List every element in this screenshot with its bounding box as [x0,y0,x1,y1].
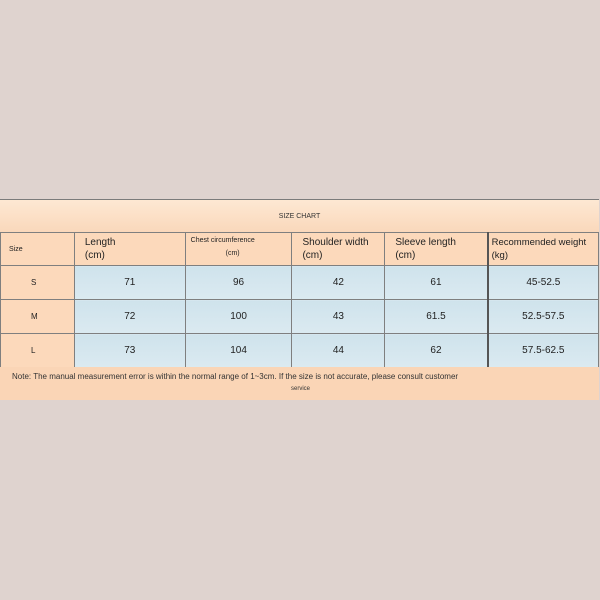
shoulder-cell: 43 [292,300,385,334]
header-row [1,233,599,266]
header-shoulder-unit: (cm) [302,250,323,261]
table-row [1,334,599,368]
header-size: Size [1,233,75,266]
header-shoulder [292,233,385,266]
size-table [0,232,599,368]
size-cell: S [1,266,75,300]
header-sleeve-label: Sleeve length [395,237,456,248]
length-cell: 72 [74,300,185,334]
header-chest-label: Chest circumference [190,237,255,244]
table-row [1,266,599,300]
weight-cell: 57.5-62.5 [488,334,599,368]
size-chart [0,199,599,399]
table-row [1,300,599,334]
sleeve-cell: 62 [385,334,488,368]
header-shoulder-label: Shoulder width [302,237,369,248]
weight-cell: 52.5-57.5 [488,300,599,334]
header-length-unit: (cm) [84,250,105,261]
header-weight: Recommended weight (kg) [488,233,599,266]
length-cell: 73 [74,334,185,368]
measurement-note [0,367,599,400]
length-cell: 71 [74,266,185,300]
note-line-2: service [290,386,310,392]
chart-title: SIZE CHART [0,200,599,232]
header-sleeve [385,233,488,266]
header-length [74,233,185,266]
header-chest [185,233,292,266]
weight-cell: 45-52.5 [488,266,599,300]
shoulder-cell: 42 [292,266,385,300]
size-cell: L [1,334,75,368]
sleeve-cell: 61.5 [385,300,488,334]
chest-cell: 100 [185,300,292,334]
note-line-1: Note: The manual measurement error is within the normal range of 1~3cm. If the size is not accurate, please consult customer [12,372,459,381]
chest-cell: 96 [185,266,292,300]
size-cell: M [1,300,75,334]
chest-cell: 104 [185,334,292,368]
header-length-label: Length [84,237,116,248]
shoulder-cell: 44 [292,334,385,368]
header-sleeve-unit: (cm) [395,250,416,261]
header-chest-unit: (cm) [225,250,240,257]
sleeve-cell: 61 [385,266,488,300]
